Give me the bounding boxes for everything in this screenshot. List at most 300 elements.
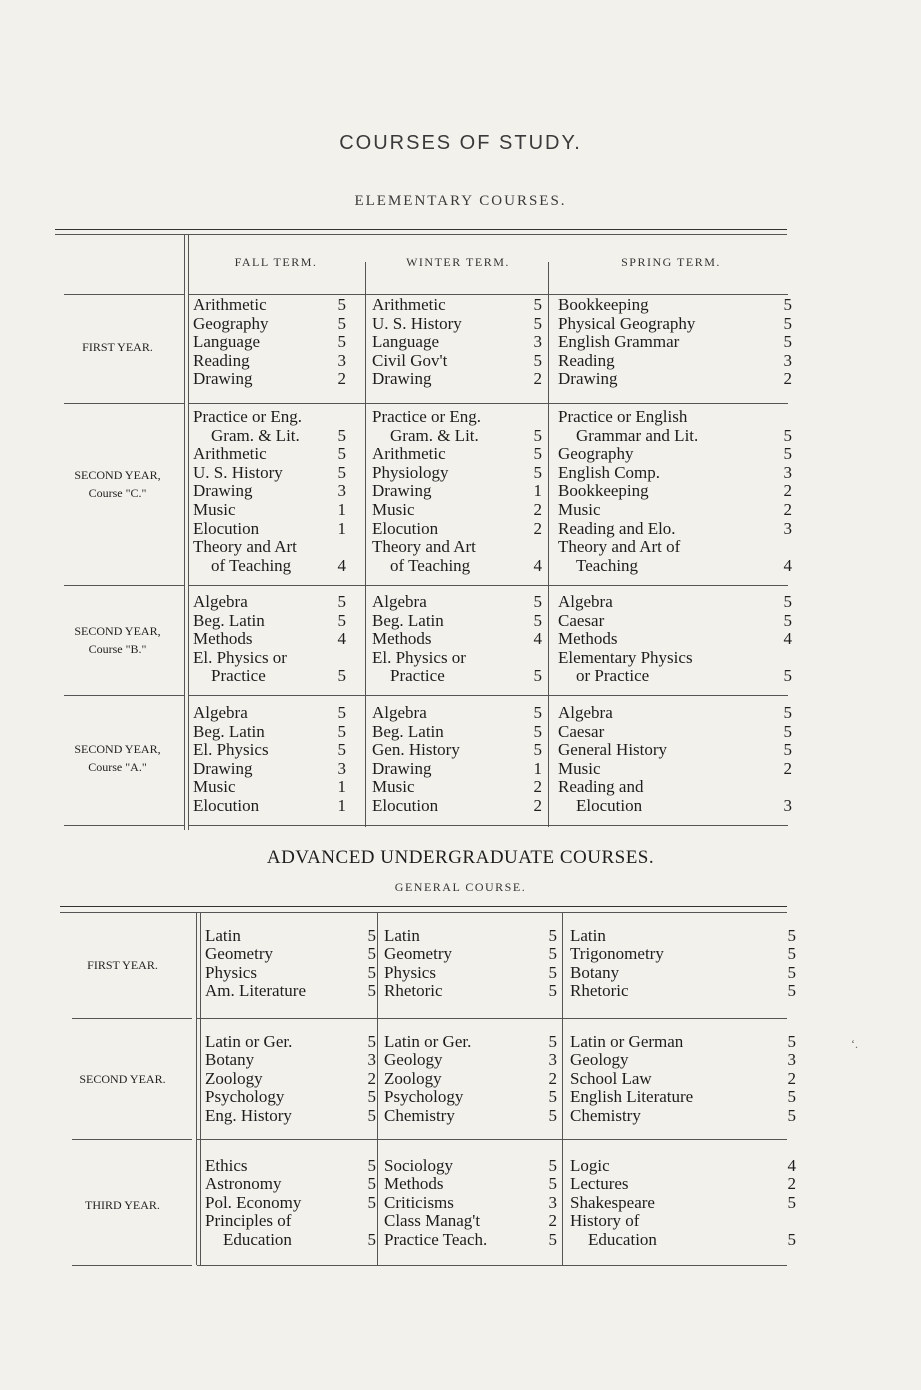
course-name: Bookkeeping xyxy=(558,481,649,501)
course-name: Music xyxy=(558,499,601,519)
course-name: Lectures xyxy=(570,1174,629,1194)
rule-top-inner xyxy=(60,912,787,913)
course-name: Reading and xyxy=(558,777,644,797)
course-line xyxy=(205,1051,376,1069)
course-name: Elocution xyxy=(193,795,260,815)
course-line xyxy=(570,1194,796,1212)
course-name: Geometry xyxy=(384,944,452,964)
course-name: Shakespeare xyxy=(570,1192,655,1212)
course-name: Algebra xyxy=(558,592,613,611)
row-separator xyxy=(72,1018,192,1019)
course-line xyxy=(372,445,542,464)
general-course-title: GENERAL COURSE. xyxy=(394,880,527,894)
course-name: Rhetoric xyxy=(570,981,629,1001)
course-name: Caesar xyxy=(558,721,605,741)
row-separator xyxy=(64,585,184,586)
course-hours: 2 xyxy=(548,1211,557,1231)
course-line xyxy=(372,667,542,686)
course-name: Beg. Latin xyxy=(372,610,444,630)
course-hours: 1 xyxy=(533,758,542,778)
course-name: Am. Literature xyxy=(205,981,307,1001)
row-separator xyxy=(72,1265,192,1266)
course-name: Pol. Economy xyxy=(205,1192,302,1212)
course-name: Astronomy xyxy=(205,1174,282,1194)
course-name: English Literature xyxy=(570,1087,694,1107)
course-hours: 5 xyxy=(367,981,376,1001)
course-hours: 4 xyxy=(533,555,542,575)
course-line xyxy=(558,333,792,352)
course-line xyxy=(558,520,792,539)
course-line xyxy=(372,557,542,576)
course-hours: 2 xyxy=(783,499,792,519)
row-separator xyxy=(188,695,788,696)
course-line xyxy=(570,1175,796,1193)
course-line xyxy=(372,797,542,816)
row-separator xyxy=(72,1139,192,1140)
course-name: Music xyxy=(193,777,236,797)
course-name: Theory and Art of xyxy=(558,537,681,557)
course-line xyxy=(372,352,542,371)
row-label-line: THIRD YEAR. xyxy=(85,1198,160,1212)
course-line xyxy=(193,370,346,389)
course-name: Geography xyxy=(558,444,634,464)
course-name: Methods xyxy=(372,629,432,649)
course-line xyxy=(384,1231,557,1249)
course-hours: 3 xyxy=(367,1050,376,1070)
course-hours: 2 xyxy=(783,369,792,389)
course-name: Gram. & Lit. xyxy=(390,425,479,445)
course-name: Language xyxy=(193,332,261,352)
course-hours: 4 xyxy=(337,629,346,649)
course-line xyxy=(558,408,792,427)
term-cell xyxy=(193,296,346,389)
course-line xyxy=(205,1194,376,1212)
course-line xyxy=(372,630,542,649)
course-line xyxy=(558,797,792,816)
course-name: Physical Geography xyxy=(558,313,696,333)
course-line xyxy=(558,760,792,779)
course-name: Geography xyxy=(193,313,269,333)
row-label-line: FIRST YEAR. xyxy=(87,958,158,972)
course-hours: 3 xyxy=(337,481,346,501)
course-hours: 2 xyxy=(783,481,792,501)
course-name: Elocution xyxy=(372,518,439,538)
course-name: Arithmetic xyxy=(193,444,267,464)
course-name: Algebra xyxy=(372,592,427,611)
advanced-title: ADVANCED UNDERGRADUATE COURSES. xyxy=(266,847,655,868)
course-line xyxy=(372,370,542,389)
course-name: Zoology xyxy=(384,1068,442,1088)
course-name: Grammar and Lit. xyxy=(576,425,699,445)
course-name: History of xyxy=(570,1211,640,1231)
course-line xyxy=(384,1194,557,1212)
row-label-line: SECOND YEAR. xyxy=(79,1072,166,1086)
course-line xyxy=(570,1088,796,1106)
course-hours: 5 xyxy=(787,1192,796,1212)
term-cell xyxy=(205,1033,376,1125)
course-name: Bookkeeping xyxy=(558,295,649,314)
course-line xyxy=(193,352,346,371)
course-line xyxy=(570,1051,796,1069)
course-hours: 3 xyxy=(783,795,792,815)
column-rule xyxy=(377,912,378,1265)
course-hours: 5 xyxy=(367,1105,376,1125)
course-hours: 2 xyxy=(783,758,792,778)
course-name: Criticisms xyxy=(384,1192,454,1212)
column-rule xyxy=(184,234,185,830)
course-name: Gram. & Lit. xyxy=(211,425,300,445)
course-name: Methods xyxy=(558,629,618,649)
course-hours: 1 xyxy=(337,777,346,797)
row-separator xyxy=(197,1139,787,1140)
course-name: Practice xyxy=(211,666,266,686)
course-line xyxy=(193,315,346,334)
course-hours: 3 xyxy=(787,1050,796,1070)
course-hours: 5 xyxy=(337,740,346,760)
term-cell xyxy=(205,1157,376,1249)
course-line xyxy=(570,964,796,982)
course-name: Algebra xyxy=(193,592,248,611)
course-name: Methods xyxy=(193,629,253,649)
course-line xyxy=(558,538,792,557)
course-name: Reading xyxy=(558,350,615,370)
course-hours: 5 xyxy=(533,666,542,686)
course-hours: 5 xyxy=(337,592,346,611)
course-name: Latin or Ger. xyxy=(205,1032,293,1051)
course-hours: 5 xyxy=(367,926,376,945)
course-hours: 5 xyxy=(367,1229,376,1249)
course-name: Reading xyxy=(193,350,250,370)
course-name: Trigonometry xyxy=(570,944,664,964)
course-name: English Comp. xyxy=(558,462,661,482)
course-hours: 5 xyxy=(783,740,792,760)
term-cell xyxy=(558,593,792,686)
course-line xyxy=(570,1157,796,1175)
row-separator xyxy=(188,403,788,404)
course-line xyxy=(193,760,346,779)
term-cell xyxy=(193,704,346,816)
course-line xyxy=(384,1088,557,1106)
course-name: Civil Gov't xyxy=(372,350,448,370)
course-line xyxy=(558,464,792,483)
course-hours: 5 xyxy=(783,295,792,314)
course-hours: 5 xyxy=(337,444,346,464)
course-name: Latin xyxy=(384,926,420,945)
course-name: Practice xyxy=(390,666,445,686)
course-line xyxy=(384,982,557,1000)
course-hours: 5 xyxy=(337,313,346,333)
term-heading: WINTER TERM. xyxy=(406,255,510,269)
column-rule xyxy=(200,912,201,1265)
course-hours: 5 xyxy=(533,313,542,333)
course-line xyxy=(205,1107,376,1125)
rule-top xyxy=(60,906,787,907)
course-line xyxy=(193,797,346,816)
course-line xyxy=(205,945,376,963)
term-cell xyxy=(193,593,346,686)
course-hours: 5 xyxy=(548,1229,557,1249)
course-line xyxy=(205,1157,376,1175)
course-line xyxy=(205,1212,376,1230)
course-line xyxy=(205,927,376,945)
course-name: Practice or English xyxy=(558,407,688,426)
course-line xyxy=(372,520,542,539)
course-line xyxy=(384,1212,557,1230)
course-line xyxy=(193,296,346,315)
course-line xyxy=(558,649,792,668)
course-line xyxy=(372,538,542,557)
row-label xyxy=(55,740,180,776)
row-label-line: SECOND YEAR, xyxy=(74,624,161,638)
course-name: Geology xyxy=(570,1050,629,1070)
course-hours: 5 xyxy=(783,444,792,464)
course-name: Latin xyxy=(570,926,606,945)
course-line xyxy=(570,1070,796,1088)
course-line xyxy=(193,445,346,464)
course-hours: 5 xyxy=(533,444,542,464)
course-hours: 3 xyxy=(548,1050,557,1070)
course-line xyxy=(384,1175,557,1193)
course-line xyxy=(558,667,792,686)
course-hours: 5 xyxy=(548,1032,557,1051)
course-line xyxy=(558,501,792,520)
term-cell xyxy=(372,296,542,389)
course-hours: 5 xyxy=(533,350,542,370)
course-hours: 5 xyxy=(787,981,796,1001)
course-hours: 2 xyxy=(787,1174,796,1194)
course-line xyxy=(372,315,542,334)
course-line xyxy=(558,612,792,631)
course-line xyxy=(558,778,792,797)
row-label xyxy=(55,466,180,502)
course-line xyxy=(193,333,346,352)
course-hours: 5 xyxy=(367,1087,376,1107)
course-hours: 5 xyxy=(548,1156,557,1175)
course-name: Music xyxy=(372,499,415,519)
course-hours: 5 xyxy=(367,1032,376,1051)
course-hours: 5 xyxy=(787,1087,796,1107)
course-line xyxy=(193,427,346,446)
term-cell xyxy=(205,927,376,1001)
course-line xyxy=(193,612,346,631)
course-line xyxy=(205,964,376,982)
course-name: Drawing xyxy=(372,758,432,778)
course-line xyxy=(372,760,542,779)
course-hours: 3 xyxy=(337,758,346,778)
course-line xyxy=(205,982,376,1000)
term-cell xyxy=(570,1033,796,1125)
course-hours: 5 xyxy=(783,592,792,611)
course-hours: 1 xyxy=(533,481,542,501)
course-name: Drawing xyxy=(193,758,253,778)
term-cell xyxy=(193,408,346,575)
course-line xyxy=(193,501,346,520)
course-name: English Grammar xyxy=(558,332,680,352)
course-name: Botany xyxy=(205,1050,255,1070)
course-line xyxy=(570,1231,796,1249)
term-heading: FALL TERM. xyxy=(234,255,318,269)
course-name: Elementary Physics xyxy=(558,647,693,667)
course-hours: 2 xyxy=(533,518,542,538)
course-name: Theory and Art xyxy=(372,537,476,557)
course-line xyxy=(558,723,792,742)
course-line xyxy=(193,482,346,501)
term-cell xyxy=(558,296,792,389)
course-name: Education xyxy=(588,1229,657,1249)
course-hours: 5 xyxy=(533,592,542,611)
course-name: Education xyxy=(223,1229,292,1249)
course-line xyxy=(372,333,542,352)
course-line xyxy=(570,945,796,963)
course-name: Physiology xyxy=(372,462,449,482)
course-line xyxy=(193,778,346,797)
term-cell xyxy=(570,927,796,1001)
course-line xyxy=(372,408,542,427)
course-hours: 2 xyxy=(533,499,542,519)
course-hours: 5 xyxy=(783,313,792,333)
course-hours: 3 xyxy=(533,332,542,352)
course-name: Arithmetic xyxy=(372,295,446,314)
row-separator xyxy=(197,1265,787,1266)
course-line xyxy=(372,482,542,501)
course-hours: 5 xyxy=(367,944,376,964)
course-hours: 3 xyxy=(337,350,346,370)
course-name: Latin xyxy=(205,926,241,945)
course-hours: 5 xyxy=(787,1032,796,1051)
course-name: Drawing xyxy=(193,481,253,501)
course-line xyxy=(570,1107,796,1125)
term-cell xyxy=(372,704,542,816)
course-name: Language xyxy=(372,332,440,352)
course-hours: 3 xyxy=(783,462,792,482)
course-name: Rhetoric xyxy=(384,981,443,1001)
course-name: Latin or German xyxy=(570,1032,684,1051)
course-line xyxy=(384,1107,557,1125)
course-name: Algebra xyxy=(372,703,427,722)
course-name: Practice Teach. xyxy=(384,1229,488,1249)
course-name: Physics xyxy=(384,962,436,982)
row-separator xyxy=(188,585,788,586)
course-line xyxy=(558,593,792,612)
page-subtitle: ELEMENTARY COURSES. xyxy=(354,193,567,209)
course-hours: 5 xyxy=(337,666,346,686)
course-name: Botany xyxy=(570,962,620,982)
term-cell xyxy=(372,408,542,575)
term-cell xyxy=(384,1157,557,1249)
row-label-line: SECOND YEAR, xyxy=(74,742,161,756)
course-hours: 5 xyxy=(783,721,792,741)
course-line xyxy=(558,482,792,501)
course-hours: 5 xyxy=(548,1174,557,1194)
course-hours: 5 xyxy=(548,1105,557,1125)
course-line xyxy=(384,964,557,982)
term-cell xyxy=(570,1157,796,1249)
course-hours: 3 xyxy=(783,350,792,370)
course-hours: 5 xyxy=(337,610,346,630)
course-hours: 2 xyxy=(533,777,542,797)
course-name: Drawing xyxy=(372,481,432,501)
course-line xyxy=(205,1175,376,1193)
course-name: Psychology xyxy=(205,1087,285,1107)
course-name: Elocution xyxy=(372,795,439,815)
course-hours: 2 xyxy=(548,1068,557,1088)
course-name: El. Physics or xyxy=(372,647,466,667)
course-name: Drawing xyxy=(558,369,618,389)
course-name: Class Manag't xyxy=(384,1211,481,1231)
course-hours: 1 xyxy=(337,795,346,815)
course-line xyxy=(372,501,542,520)
course-name: Sociology xyxy=(384,1156,453,1175)
course-name: Geometry xyxy=(205,944,273,964)
row-label-line: SECOND YEAR, xyxy=(74,468,161,482)
course-hours: 4 xyxy=(533,629,542,649)
course-hours: 1 xyxy=(337,518,346,538)
course-line xyxy=(558,427,792,446)
course-name: Chemistry xyxy=(384,1105,455,1125)
course-hours: 5 xyxy=(783,610,792,630)
row-label-line: Course "C." xyxy=(88,486,147,500)
course-name: Physics xyxy=(205,962,257,982)
course-line xyxy=(372,704,542,723)
course-name: Practice or Eng. xyxy=(372,407,482,426)
row-separator xyxy=(64,403,184,404)
course-hours: 5 xyxy=(548,981,557,1001)
row-separator xyxy=(64,695,184,696)
course-hours: 5 xyxy=(548,926,557,945)
course-name: Arithmetic xyxy=(372,444,446,464)
course-name: Eng. History xyxy=(205,1105,292,1125)
course-hours: 4 xyxy=(783,555,792,575)
course-line xyxy=(372,778,542,797)
course-line xyxy=(372,464,542,483)
course-name: Beg. Latin xyxy=(193,721,265,741)
course-line xyxy=(558,445,792,464)
course-line xyxy=(193,520,346,539)
course-name: Ethics xyxy=(205,1156,248,1175)
course-hours: 2 xyxy=(533,795,542,815)
course-hours: 5 xyxy=(533,610,542,630)
course-name: Music xyxy=(193,499,236,519)
course-hours: 5 xyxy=(533,740,542,760)
course-name: Geology xyxy=(384,1050,443,1070)
column-rule xyxy=(365,262,366,827)
row-label-line: Course "A." xyxy=(88,760,147,774)
course-name: Drawing xyxy=(372,369,432,389)
course-line xyxy=(558,296,792,315)
course-name: Elocution xyxy=(576,795,643,815)
course-name: Arithmetic xyxy=(193,295,267,314)
course-name: School Law xyxy=(570,1068,652,1088)
course-hours: 4 xyxy=(783,629,792,649)
course-name: U. S. History xyxy=(193,462,283,482)
term-cell xyxy=(558,704,792,816)
course-name: Caesar xyxy=(558,610,605,630)
course-line xyxy=(384,1051,557,1069)
course-hours: 5 xyxy=(783,703,792,722)
course-hours: 5 xyxy=(337,425,346,445)
course-name: Teaching xyxy=(576,555,639,575)
course-name: Reading and Elo. xyxy=(558,518,676,538)
course-name: Music xyxy=(372,777,415,797)
course-line xyxy=(193,704,346,723)
course-name: Algebra xyxy=(193,703,248,722)
course-hours: 5 xyxy=(533,703,542,722)
row-label xyxy=(60,956,185,974)
course-name: Beg. Latin xyxy=(193,610,265,630)
column-rule xyxy=(548,262,549,827)
course-line xyxy=(384,945,557,963)
course-hours: 5 xyxy=(783,425,792,445)
